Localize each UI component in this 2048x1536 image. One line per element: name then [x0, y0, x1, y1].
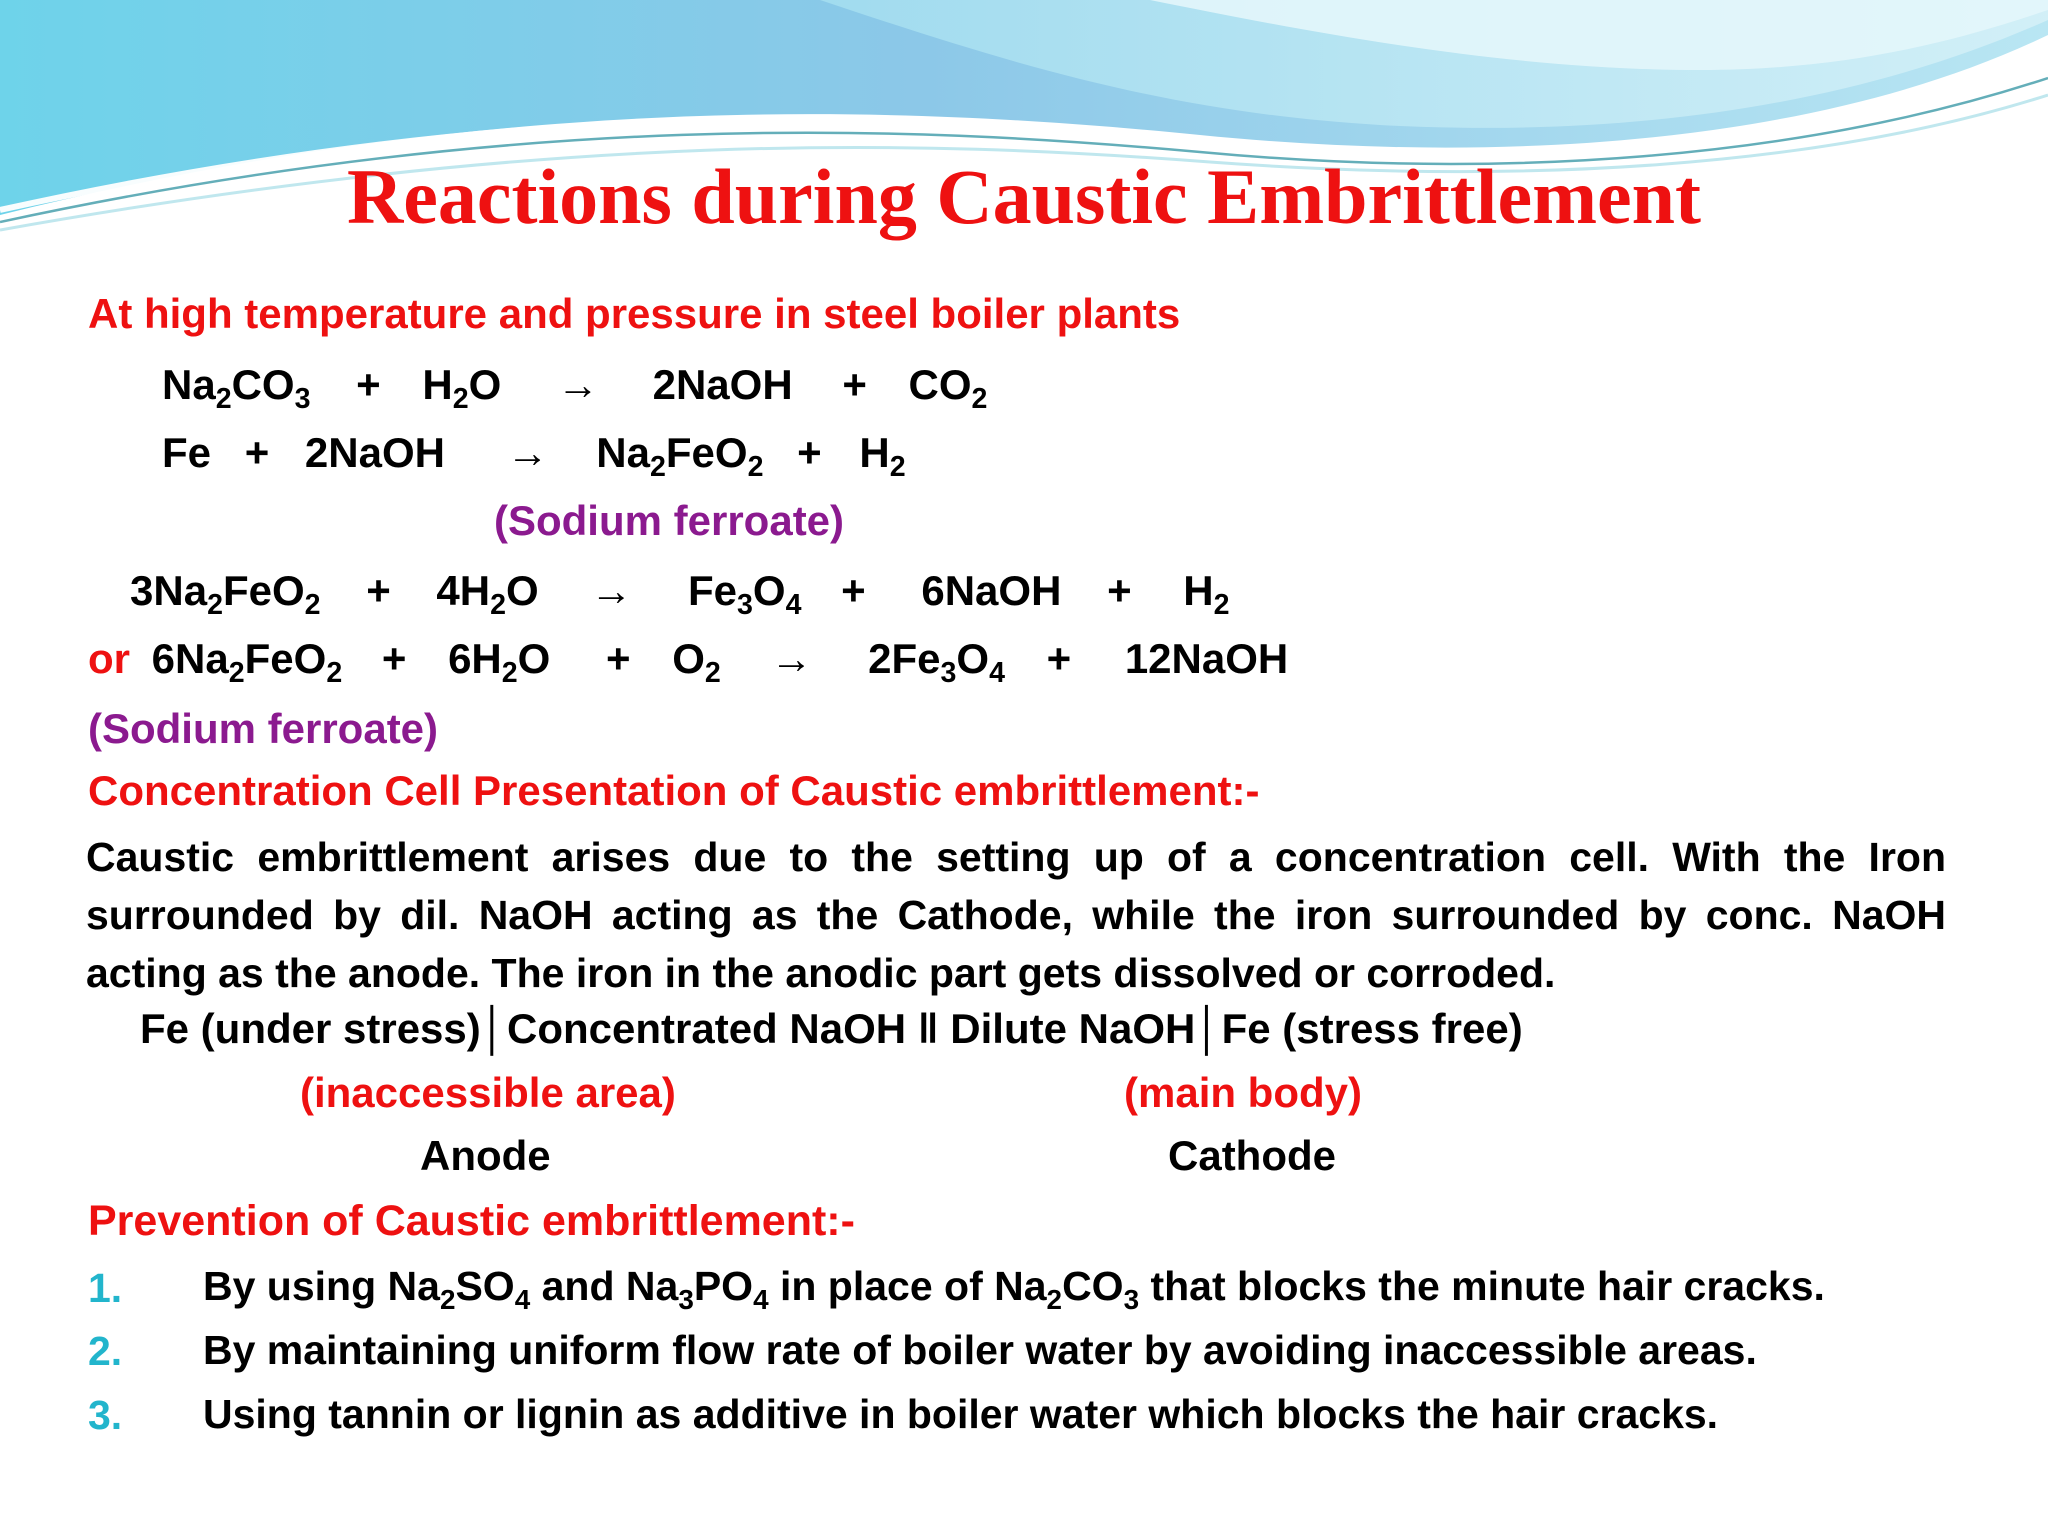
eq3-arrow: → [590, 567, 633, 614]
eq3-product-1: $Fe_3O_4$ [688, 567, 802, 622]
eq1-arrow: → [556, 361, 599, 408]
eq3-reactant-1: $3Na_2FeO_2$ [130, 567, 321, 622]
concentration-paragraph: Caustic embrittlement arises due to the setting up of a concentration cell. With the Iron surrounded by dil. NaOH acting as the Cathode, while the iron surrounded by conc. NaOH acting as the anode. The iron in the anodic part gets dissolved or corroded. [86, 834, 1946, 996]
cell-notation: Fe (under stress)│Concentrated NaOH ǁ Dilute NaOH│Fe (stress free) [140, 1005, 1523, 1052]
eq4-reactant-1: $6Na_2FeO_2$ [151, 635, 343, 690]
prevention-item-number: 2. [88, 1328, 123, 1374]
prevention-item-number: 1. [88, 1265, 123, 1311]
inaccessible-area-label: (inaccessible area) [300, 1069, 676, 1116]
eq2-plus-1: + [244, 429, 270, 476]
eq4-or: or [88, 635, 130, 682]
prevention-item-text: By using $Na_2SO_4$ and $Na_3PO_4$ in place of $Na_2CO_3$ that blocks the minute hair cracks. [203, 1263, 1825, 1315]
eq4-reactant-3: $O_2$ [672, 635, 721, 690]
eq1-reactant-2: $H_2O$ [422, 361, 502, 416]
eq3-product-2: 6NaOH [921, 567, 1062, 614]
eq3-plus-3: + [1107, 567, 1132, 614]
prevention-item-text: Using tannin or lignin as additive in boiler water which blocks the hair cracks. [203, 1391, 1719, 1437]
page-title: Reactions during Caustic Embrittlement [346, 153, 1702, 240]
eq2-arrow: → [506, 429, 549, 476]
eq4-plus-2: + [606, 635, 631, 682]
eq3-plus-2: + [841, 567, 866, 614]
eq3-product-3: $H_2$ [1183, 567, 1230, 622]
eq4-plus-1: + [381, 635, 407, 682]
anode-label: Anode [420, 1132, 551, 1179]
eq4-plus-3: + [1046, 635, 1072, 682]
eq2-reactant-2: 2NaOH [304, 429, 445, 476]
eq3-plus-1: + [366, 567, 391, 614]
eq4-reactant-2: $6H_2O$ [448, 635, 551, 690]
eq1-plus-1: + [356, 361, 381, 408]
eq1-reactant-1: $Na_2CO_3$ [162, 361, 311, 416]
equation-4 [88, 635, 1289, 690]
prevention-item-text: By maintaining uniform flow rate of boiler water by avoiding inaccessible areas. [203, 1327, 1757, 1373]
eq4-product-2: 12NaOH [1124, 635, 1289, 682]
concentration-heading: Concentration Cell Presentation of Caustic embrittlement:- [88, 767, 1260, 814]
cathode-label: Cathode [1168, 1132, 1336, 1179]
eq1-product-2: $CO_2$ [908, 361, 988, 416]
eq3-reactant-2: $4H_2O$ [436, 567, 539, 622]
sodium-ferroate-label-2: (Sodium ferroate) [88, 705, 439, 752]
equation-3 [130, 567, 1230, 622]
eq1-plus-2: + [842, 361, 867, 408]
equation-2 [162, 429, 906, 484]
sodium-ferroate-label-1: (Sodium ferroate) [494, 497, 845, 544]
eq1-product-1: 2NaOH [652, 361, 793, 408]
eq2-plus-2: + [797, 429, 822, 476]
prevention-heading: Prevention of Caustic embrittlement:- [88, 1197, 855, 1245]
eq2-product-2: $H_2$ [859, 429, 906, 484]
eq4-arrow: → [770, 635, 813, 682]
prevention-item-number: 3. [88, 1392, 123, 1438]
eq2-reactant-1: Fe [162, 429, 212, 476]
main-body-label: (main body) [1124, 1069, 1362, 1116]
equation-1 [162, 361, 988, 416]
eq4-product-1: $2Fe_3O_4$ [868, 635, 1005, 690]
condition-heading: At high temperature and pressure in steel boiler plants [88, 290, 1181, 337]
eq2-product-1: $Na_2FeO_2$ [596, 429, 764, 484]
